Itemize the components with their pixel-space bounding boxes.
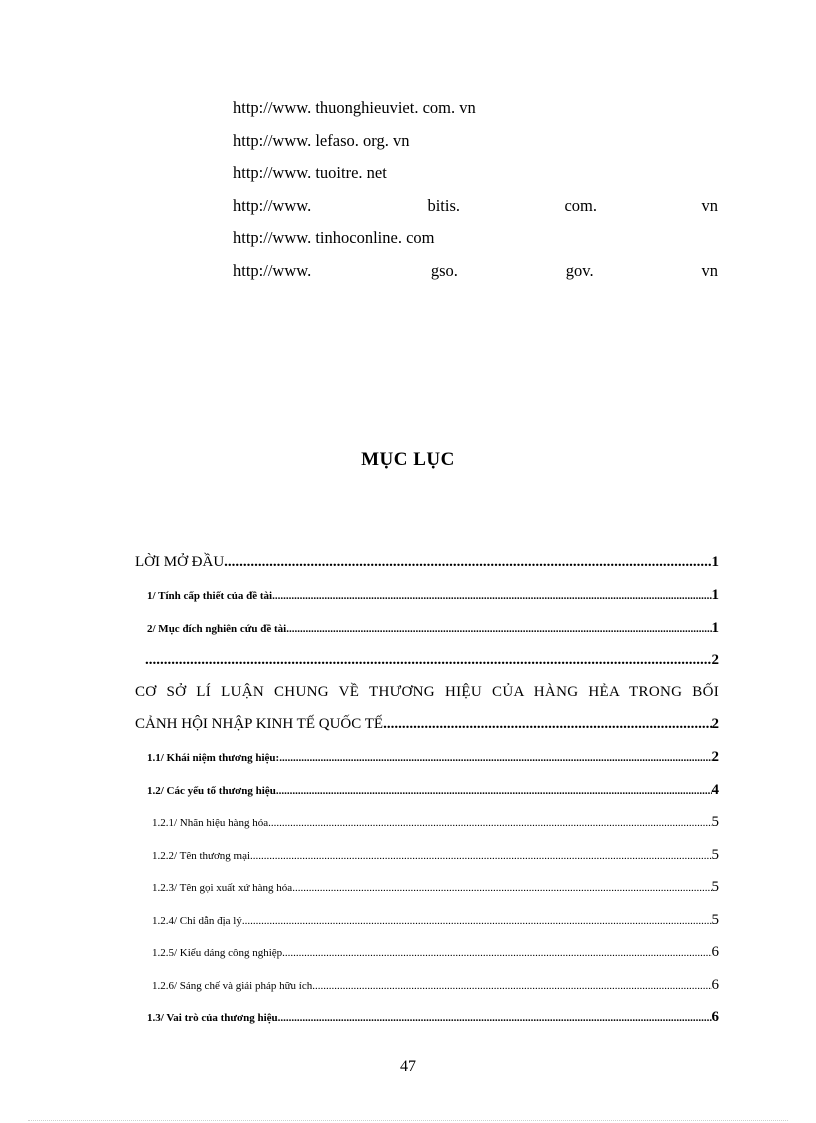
toc-title: MỤC LỤC	[361, 449, 455, 470]
toc-entry-intro[interactable]: LỜI MỞ ĐẦU ..... 1	[135, 546, 719, 579]
toc-entry-subsection[interactable]: 1.2.1/ Nhãn hiệu hàng hóa ..... 5	[135, 806, 719, 839]
toc-entry-section[interactable]: 1.2/ Các yếu tố thương hiệu ..... 4	[135, 774, 719, 807]
reference-url: http://www. tuoitre. net	[233, 163, 387, 182]
toc-entry-subsection[interactable]: 1.2.2/ Tên thương mại ..... 5	[135, 839, 719, 872]
toc-entry-subsection[interactable]: 1.2.3/ Tên gọi xuất xứ hàng hóa ..... 5	[135, 871, 719, 904]
toc-entry-section[interactable]: 1.3/ Vai trò của thương hiệu ..... 6	[135, 1001, 719, 1034]
toc-entry-subsection[interactable]: 1.2.6/ Sáng chế và giải pháp hữu ích ..... 6	[135, 969, 719, 1002]
page-number: 47	[400, 1058, 416, 1075]
reference-url: http://www. gso. gov. vn	[233, 260, 718, 280]
toc-entry[interactable]: 1/ Tính cấp thiết của đề tài ..... 1	[135, 579, 719, 612]
toc-entry[interactable]: 2/ Mục đích nghiên cứu đề tài ..... 1	[135, 612, 719, 645]
reference-url: http://www. bitis. com. vn	[233, 195, 718, 215]
toc-entry-section[interactable]: 1.1/ Khái niệm thương hiệu: ..... 2	[135, 741, 719, 774]
reference-url: http://www. tinhoconline. com	[233, 228, 435, 247]
reference-url: http://www. lefaso. org. vn	[233, 130, 410, 150]
reference-url-list	[233, 94, 718, 289]
toc-chapter-heading[interactable]: CƠ SỞ LÍ LUẬN CHUNG VỀ THƯƠNG HIỆU CỦA HÀNG HẺA TRONG BỐI	[135, 684, 719, 700]
toc-entry-subsection[interactable]: 1.2.4/ Chỉ dẫn địa lý ..... 5	[135, 904, 719, 937]
toc-entry-subsection[interactable]: 1.2.5/ Kiểu dáng công nghiệp ..... 6	[135, 936, 719, 969]
footer-divider	[28, 1120, 788, 1121]
reference-url: http://www. thuonghieuviet. com. vn	[233, 98, 476, 117]
table-of-contents	[135, 546, 719, 1034]
toc-entry-blank[interactable]: ..... 2	[135, 644, 719, 677]
toc-chapter-heading-line2[interactable]: CẢNH HỘI NHẬP KINH TẾ QUỐC TẾ ..... 2	[135, 708, 719, 741]
